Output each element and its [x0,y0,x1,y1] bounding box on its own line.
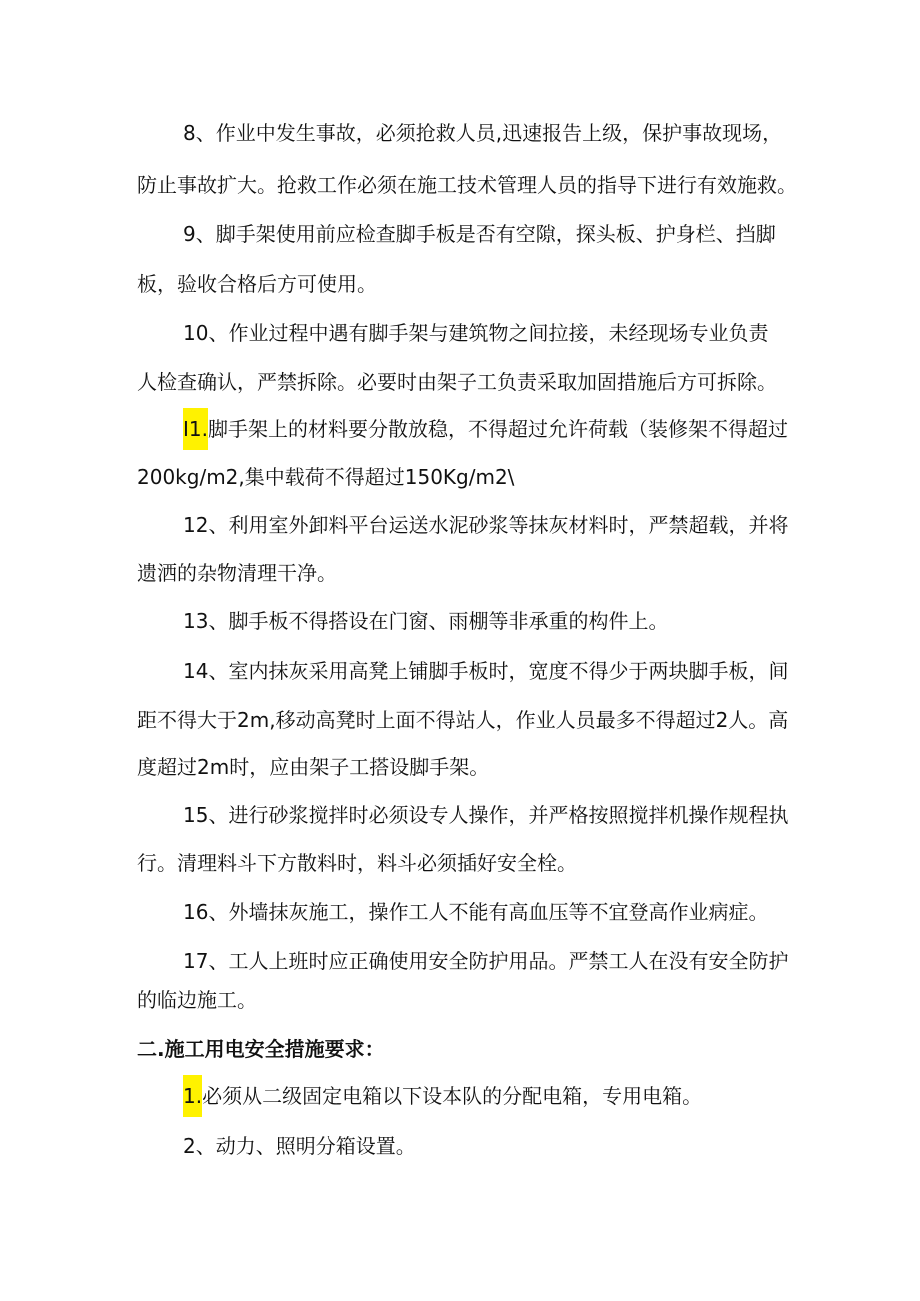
item-8-line-2: 防止事故扩大。抢救工作必须在施工技术管理人员的指导下进行有效施救。 [137,173,797,197]
item-11-line-2: 200kg/m2,集中载荷不得超过150Kg/m2\ [137,465,515,489]
item-11-line-1 [183,414,788,450]
item-9-line-1: 9、脚手架使用前应检查脚手板是否有空隙，探头板、护身栏、挡脚 [183,222,776,246]
section-heading-electrical: 二.施工用电安全措施要求： [137,1037,385,1061]
item-14-line-3: 度超过2m时，应由架子工搭设脚手架。 [137,755,490,779]
item-15-line-1: 15、进行砂浆搅拌时必须设专人操作，并严格按照搅拌机操作规程执 [183,803,789,827]
item-8-line-1: 8、作业中发生事故，必须抢救人员,迅速报告上级，保护事故现场， [183,121,783,145]
electrical-item-2: 2、动力、照明分箱设置。 [183,1134,416,1158]
item-11-text: 脚手架上的材料要分散放稳，不得超过允许荷载（装修架不得超过 [207,417,788,441]
item-9-line-2: 板，验收合格后方可使用。 [137,272,377,296]
highlighted-number: 1. [183,1075,202,1117]
item-10-line-1: 10、作业过程中遇有脚手架与建筑物之间拉接，未经现场专业负责 [183,321,769,345]
highlighted-number: I1. [183,408,208,450]
item-14-line-1: 14、室内抹灰采用高凳上铺脚手板时，宽度不得少于两块脚手板，间 [183,659,789,683]
electrical-item-1 [183,1081,702,1117]
item-15-line-2: 行。清理料斗下方散料时，料斗必须插好安全栓。 [137,851,577,875]
item-12-line-1: 12、利用室外卸料平台运送水泥砂浆等抹灰材料时，严禁超载，并将 [183,513,789,537]
item-17-line-2: 的临边施工。 [137,988,257,1012]
item-14-line-2: 距不得大于2m,移动高凳时上面不得站人，作业人员最多不得超过2人。高 [137,708,789,732]
item-13: 13、脚手板不得搭设在门窗、雨棚等非承重的构件上。 [183,609,669,633]
item-17-line-1: 17、工人上班时应正确使用安全防护用品。严禁工人在没有安全防护 [183,949,789,973]
item-12-line-2: 遗洒的杂物清理干净。 [137,561,337,585]
electrical-item-1-text: 必须从二级固定电箱以下设本队的分配电箱，专用电箱。 [202,1084,703,1108]
item-10-line-2: 人检查确认，严禁拆除。必要时由架子工负责采取加固措施后方可拆除。 [137,370,777,394]
item-16: 16、外墙抹灰施工，操作工人不能有高血压等不宜登高作业病症。 [183,900,769,924]
